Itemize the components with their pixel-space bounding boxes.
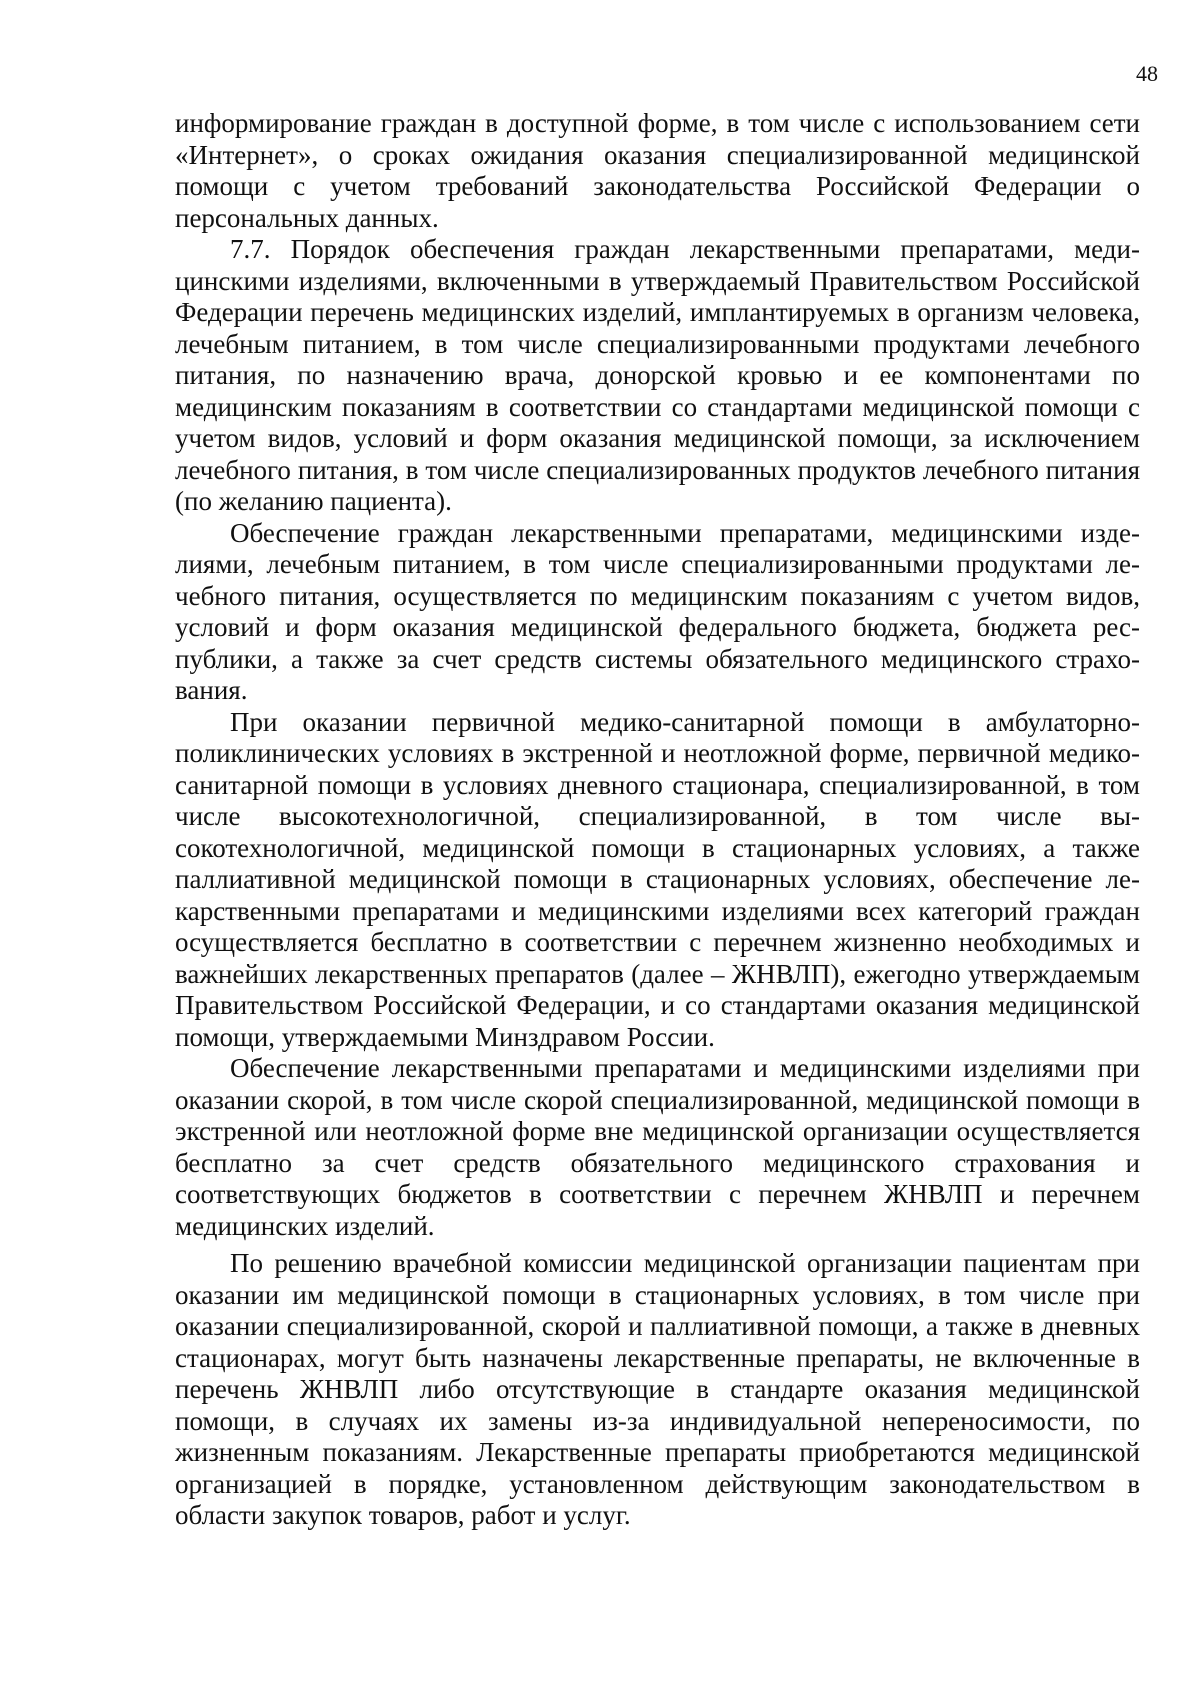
paragraph-continuation: информирование граждан в доступной форме, в том числе с использованием сети «Интернет», о сроках ожидания оказания специализированной медицинской помощи с учетом требований законодательства Российской Федерации о персональных данных.: [175, 108, 1140, 233]
paragraph-primary-care: При оказании первичной медико-санитарной помощи в амбулаторно-поликлинических условиях в экстренной и неотложной форме, первичной медико-санитарной помощи в условиях дневного стационара, специализированной, в том числе высокотехнологичной, специализированной, в том числе высокотехнологичной, медицинской помощи в стационарных условиях, а также паллиативной медицинской помощи в стационарных условиях, обеспечение лекарственными препаратами и медицинскими изделиями всех категорий граждан осуществляется бесплатно в соответствии с перечнем жизненно необходимых и важнейших лекарственных препаратов (далее – ЖНВЛП), ежегодно утверждаемым Правительством Российской Федерации, и со стандартами оказания медицинской помощи, утверждаемыми Минздравом России.: [175, 706, 1140, 1052]
paragraph-medical-commission: По решению врачебной комиссии медицинской организации пациентам при оказании им медицинской помощи в стационарных условиях, в том числе при оказании специализированной, скорой и паллиативной помощи, а также в дневных стационарах, могут быть назначены лекарственные препараты, не включенные в перечень ЖНВЛП либо отсутствующие в стандарте оказания медицинской помощи, в случаях их замены из-за индивидуальной непереносимости, по жизненным показаниям. Лекарственные препараты приобретаются медицинской организацией в порядке, установленном действующим законодательством в области закупок товаров, работ и услуг.: [175, 1248, 1140, 1530]
paragraph-emergency-care: Обеспечение лекарственными препаратами и медицинскими изделиями при оказании скорой, в том числе скорой специализированной, медицинской помощи в экстренной или неотложной форме вне медицинской организации осуществляется бесплатно за счет средств обязательного медицинского страхования и соответствующих бюджетов в соответствии с перечнем ЖНВЛП и перечнем медицинских изделий.: [175, 1053, 1140, 1241]
page-number: 48: [1136, 61, 1158, 86]
document-body: [175, 108, 1140, 1532]
paragraph-provision-funding: Обеспечение граждан лекарственными препаратами, медицинскими изделиями, лечебным питанием, в том числе специализированными продуктами лечебного питания, осуществляется по медицинским показаниям с учетом видов, условий и форм оказания медицинской федерального бюджета, бюджета республики, а также за счет средств системы обязательного медицинского страхования.: [175, 517, 1140, 705]
paragraph-section-7-7: 7.7. Порядок обеспечения граждан лекарственными препаратами, медицинскими изделиями, включенными в утверждаемый Правительством Российской Федерации перечень медицинских изделий, имплантируемых в организм человека, лечебным питанием, в том числе специализированными продуктами лечебного питания, по назначению врача, донорской кровью и ее компонентами по медицинским показаниям в соответствии со стандартами медицинской помощи с учетом видов, условий и форм оказания медицинской помощи, за исключением лечебного питания, в том числе специализированных продуктов лечебного питания (по желанию пациента).: [175, 234, 1140, 516]
